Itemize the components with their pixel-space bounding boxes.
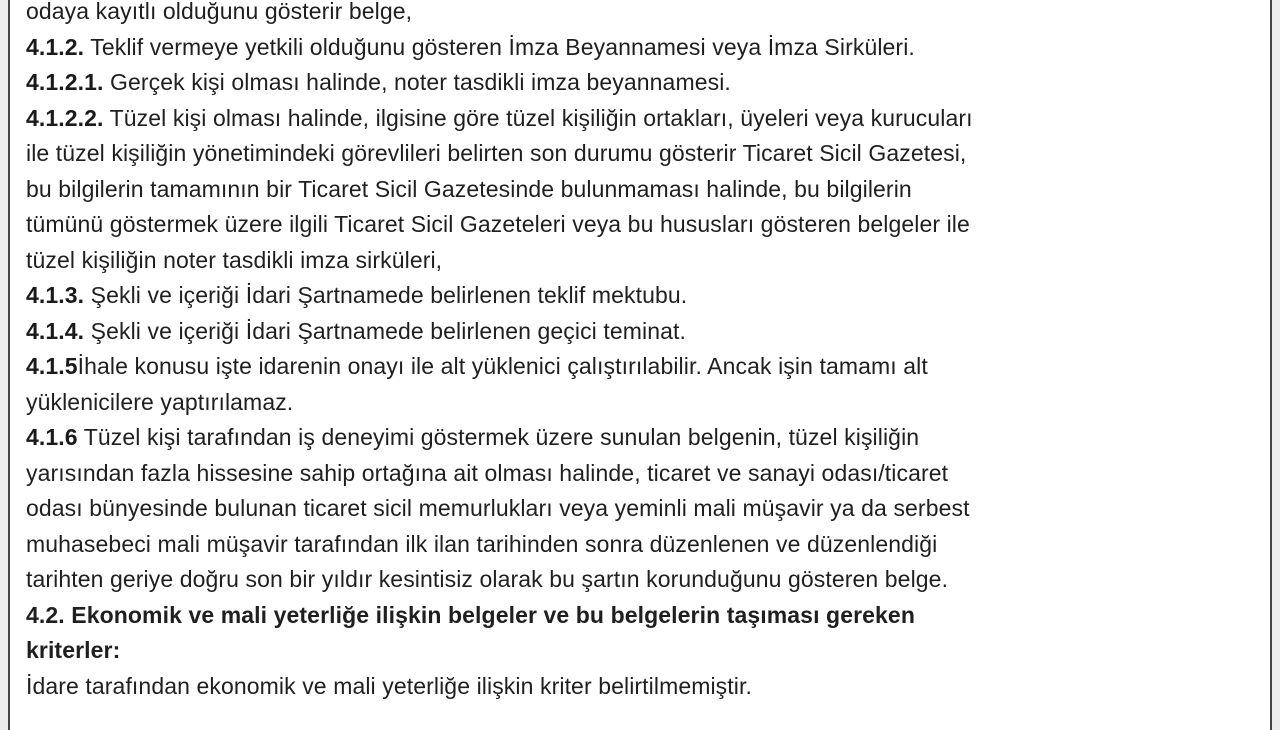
text-line: ile tüzel kişiliğin yönetimindeki görevlileri belirten son durumu gösterir Ticaret Sicil Gazetesi, — [26, 140, 967, 166]
clause-number: 4.1.2.1. — [26, 69, 104, 95]
clause-number: 4.1.2.2. — [26, 104, 104, 131]
clause-4-1-5: 4.1.5İhale konusu işte idarenin onayı ile alt yüklenici çalıştırılabilir. Ancak işin tamamı alt — [26, 353, 928, 379]
text-line: tarihten geriye doğru son bir yıldır kesintisiz olarak bu şartın korunduğunu gösteren belge. — [26, 566, 949, 592]
clause-4-1-4: 4.1.4. Şekli ve içeriği İdari Şartnamede belirlenen geçici teminat. — [26, 317, 686, 344]
text-line: odası bünyesinde bulunan ticaret sicil memurlukları veya yeminli mali müşavir ya da serbest — [26, 495, 970, 521]
section-body-4-2: İdare tarafından ekonomik ve mali yeterliğe ilişkin kriter belirtilmemiştir. — [26, 672, 752, 699]
clause-number: 4.1.6 — [26, 424, 78, 450]
clause-4-1-2-2: 4.1.2.2. Tüzel kişi olması halinde, ilgisine göre tüzel kişiliğin ortakları, üyeleri veya kurucuları — [26, 104, 973, 131]
clause-number: 4.1.2. — [26, 33, 85, 60]
section-heading-4-2-continued: kriterler: — [26, 637, 121, 663]
clause-number: 4.1.3. — [26, 282, 85, 308]
text-line: tümünü göstermek üzere ilgili Ticaret Sicil Gazeteleri veya bu hususları gösteren belgeler ile — [26, 211, 970, 237]
clause-4-1-3: 4.1.3. Şekli ve içeriği İdari Şartnamede belirlenen teklif mektubu. — [26, 282, 688, 308]
clause-4-1-6: 4.1.6 Tüzel kişi tarafından iş deneyimi göstermek üzere sunulan belgenin, tüzel kişiliğin — [26, 424, 920, 450]
document-text — [26, 0, 1262, 704]
clause-4-1-2: 4.1.2. Teklif vermeye yetkili olduğunu gösteren İmza Beyannamesi veya İmza Sirküleri. — [26, 33, 915, 60]
clause-4-1-2-1: 4.1.2.1. Gerçek kişi olması halinde, noter tasdikli imza beyannamesi. — [26, 69, 731, 95]
section-heading-4-2: 4.2. Ekonomik ve mali yeterliğe ilişkin belgeler ve bu belgelerin taşıması gereken — [26, 601, 915, 628]
text-line: tüzel kişiliğin noter tasdikli imza sirküleri, — [26, 246, 443, 273]
text-line: muhasebeci mali müşavir tarafından ilk ilan tarihinden sonra düzenlenen ve düzenlendiği — [26, 530, 938, 557]
document-page — [8, 0, 1272, 730]
text-line: bu bilgilerin tamamının bir Ticaret Sicil Gazetesinde bulunmaması halinde, bu bilgilerin — [26, 175, 912, 202]
text-line: yarısından fazla hissesine sahip ortağına ait olması halinde, ticaret ve sanayi odası/ticaret — [26, 459, 949, 486]
text-line: odaya kayıtlı olduğunu gösterir belge, — [26, 0, 413, 24]
clause-number: 4.1.4. — [26, 317, 85, 344]
text-line: yüklenicilere yaptırılamaz. — [26, 388, 294, 415]
clause-number: 4.1.5 — [26, 353, 78, 379]
